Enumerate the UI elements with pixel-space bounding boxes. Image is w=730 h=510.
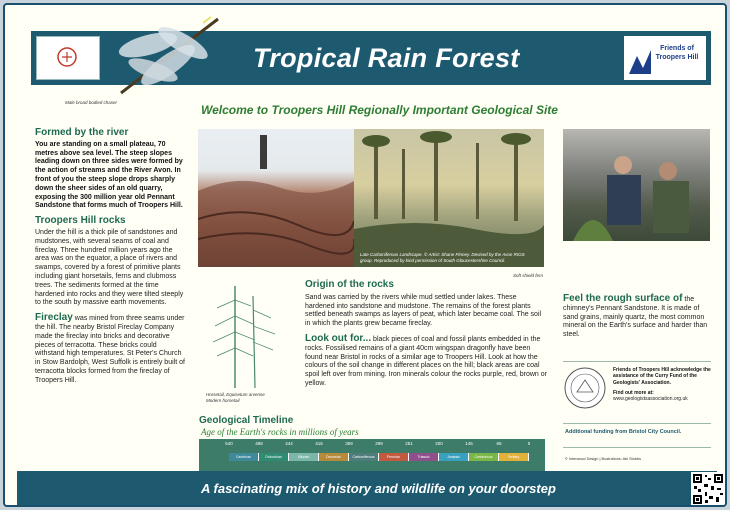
fireclay-text: was mined from three seams under the hill. The nearby Bristol Fireclay Company made the fireclay into bricks and decorative pieces of terracotta. These bricks could withstand high temperatures. St Peter's Church in Stow Bardolph, West Suffolk is entirely built of terracotta blocks formed from the fireclay of Troopers Hill. [35, 315, 185, 384]
footer-tagline: A fascinating mix of history and wildlife on your doorstep [201, 481, 556, 496]
heading-look-out-for: Look out for... [305, 332, 372, 344]
heading-formed-by-river: Formed by the river [35, 127, 129, 138]
timeline-tick: 65 [496, 441, 502, 446]
friends-of-troopers-hill-logo: Friends of Troopers Hill [624, 36, 706, 80]
right-column [563, 295, 709, 340]
left-column [35, 129, 187, 392]
heading-feel-rough-surface: Feel the rough surface of [563, 293, 683, 304]
horsetail-illustration [205, 280, 285, 390]
timeline-period: Permian [379, 453, 409, 461]
timeline-tick: 540 [225, 441, 233, 446]
timeline-tick: 251 [405, 441, 413, 446]
paragraph-fireclay [35, 314, 187, 385]
timeline-tick: 359 [345, 441, 353, 446]
timeline-period: Devonian [319, 453, 349, 461]
heading-origin-of-rocks: Origin of the rocks [305, 279, 394, 290]
timeline-tick: 416 [315, 441, 323, 446]
timeline-periods [229, 453, 529, 461]
paragraph-troopers-hill-rocks: Under the hill is a thick pile of sandstones and mudstones, with several seams of coal and fireclay. Three hundred million years ago the area was on the equator, a place of rivers and swamps, covered by a forest of primitive plants including giant horsetails, ferns and clubmoss trees. The sediments formed at the time hardened into rocks and they were tilted steeply to the south by massive earth movements. [35, 228, 184, 307]
timeline-period: Tertiary [499, 453, 529, 461]
bristol-city-council-logo [36, 36, 100, 80]
heading-troopers-hill-rocks: Troopers Hill rocks [35, 215, 126, 227]
dragonfly-illustration [113, 15, 223, 97]
paragraph-formed-by-river: You are standing on a small plateau, 70 metres above sea level. The steep slopes leading down on three sides were formed by the action of streams and the River Avon. In front of you the steep slope drops sharply down the sheer sides of an old quarry, exposing the 300 million year old Pennant Sandstone that forms much of Troopers Hill. [35, 140, 183, 210]
timeline-title: Geological Timeline [199, 415, 294, 426]
timeline-ticks [225, 441, 531, 451]
paragraph-origin-of-rocks: Sand was carried by the rivers while mud settled under lakes. These hardened into sandstone and mudstone. The remains of the forest plants settled beneath swamps as layers of peat, which later became coal. The soil in which the plants grew became fireclay. [305, 293, 542, 328]
artwork-caption: Late Carboniferous Landscape. © Artist: Shane Pinney. Devised by the Avon RIGS group. Reproduced by kind permission of South Gloucestershire Council. [360, 252, 525, 263]
credits: © Interwood Design | Illustrations: Abi Stubbs [565, 457, 641, 461]
qr-code[interactable] [691, 472, 725, 506]
footer-banner [17, 471, 717, 507]
timeline-tick: 488 [255, 441, 263, 446]
geological-timeline [199, 439, 545, 471]
timeline-period: Cretaceous [469, 453, 499, 461]
timeline-tick: 145 [465, 441, 473, 446]
quarry-chimney-photo [198, 129, 354, 267]
info-board [3, 3, 727, 507]
dragonfly-caption: Male broad bodied chaser [65, 100, 118, 105]
timeline-period: Jurassic [439, 453, 469, 461]
geologists-association-link[interactable]: www.geologistsassociation.org.uk [613, 396, 688, 403]
divider [563, 447, 711, 448]
look-out-text: black pieces of coal and fossil plants embedded in the rocks. Fossilised remains of a giant 40cm wingspan dragonfly have been found near Bristol in rocks of a similar age to Troopers Hill. Look at how the colours of the soil change in different places on the hill; black areas are coal spoil left over from mining. Iron minerals colour the rocks purple, red, brown or yellow. [305, 335, 547, 387]
divider [563, 423, 711, 424]
carboniferous-landscape-artwork [354, 129, 544, 267]
welcome-heading: Welcome to Troopers Hill Regionally Important Geological Site [201, 103, 558, 117]
funding-note: Additional funding from Bristol City Council. [565, 429, 682, 435]
timeline-subtitle: Age of the Earth's rocks in millions of years [201, 427, 359, 437]
timeline-period: Carboniferous [349, 453, 379, 461]
timeline-tick: 444 [285, 441, 293, 446]
divider [563, 361, 711, 362]
middle-column [305, 281, 547, 395]
timeline-period: Silurian [289, 453, 319, 461]
paragraph-look-out-for [305, 332, 547, 389]
heading-fireclay: Fireclay [35, 312, 73, 324]
timeline-period: Triassic [409, 453, 439, 461]
fern-caption: Soft shield fern [513, 273, 544, 278]
timeline-tick: 200 [435, 441, 443, 446]
timeline-period: Ordovician [259, 453, 289, 461]
visitors-photo [563, 129, 710, 241]
geologists-association-seal [563, 366, 607, 410]
timeline-period: Cambrian [229, 453, 259, 461]
acknowledgement: Friends of Troopers Hill acknowledge the assistance of the Curry Fund of the Geologists' Association. Find out more at: www.geologistsassociation.org.uk [613, 367, 713, 402]
horsetail-caption: Horsetail, Equisetum arvense Modern horsetail [206, 392, 265, 403]
page-title: Tropical Rain Forest [253, 43, 520, 73]
timeline-tick: 299 [375, 441, 383, 446]
rough-surface-text: the chimney's Pennant Sandstone. It is made of sand grains, mainly quartz, the most common mineral on the Earth's surface and harder than steel. [563, 296, 708, 339]
timeline-tick: 0 [527, 441, 531, 446]
